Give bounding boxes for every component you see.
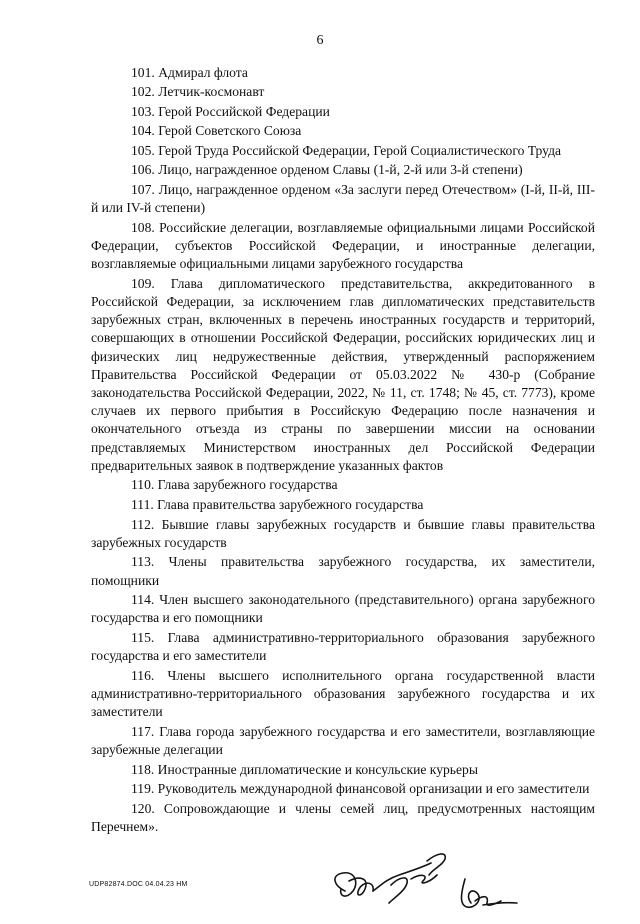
list-item: 119. Руководитель международной финансовой организации и его заместители	[131, 781, 590, 797]
list-item: 116. Члены высшего исполнительного органа государственной власти административно-территориального образования зарубежного государства и их заместители	[91, 667, 595, 720]
list-item: 115. Глава административно-территориального образования зарубежного государства и его заместители	[91, 629, 595, 664]
list-item: 117. Глава города зарубежного государства и его заместители, возглавляющие зарубежные делегации	[91, 723, 595, 757]
page-number: 6	[316, 33, 324, 48]
list-item: 107. Лицо, награжденное орденом «За заслуги перед Отечеством» (I-й, II-й, III-й или IV-й степени)	[91, 181, 595, 216]
list-item: 118. Иностранные дипломатические и консульские курьеры	[131, 761, 478, 777]
list-item: 114. Член высшего законодательного (представительного) органа зарубежного государства и его помощники	[91, 592, 595, 626]
list-item: 113. Члены правительства зарубежного государства, их заместители, помощники	[91, 554, 595, 588]
list-item: 112. Бывшие главы зарубежных государств и бывшие главы правительства зарубежных государств	[91, 516, 595, 550]
list-item: 106. Лицо, награжденное орденом Славы (1-й, 2-й или 3-й степени)	[131, 162, 523, 178]
document-code: UDP82874.DOC 04.04.23 НМ	[89, 881, 188, 888]
list-item: 103. Герой Российской Федерации	[131, 103, 330, 119]
list-item: 104. Герой Советского Союза	[131, 123, 302, 139]
list-item: 120. Сопровождающие и члены семей лиц, предусмотренных настоящим Перечнем».	[91, 800, 595, 834]
list-item: 108. Российские делегации, возглавляемые официальными лицами Российской Федерации, субъектов Российской Федерации, и иностранные делегации, возглавляемые официальными лицами зарубежного государства	[91, 219, 595, 272]
list-item: 101. Адмирал флота	[131, 65, 248, 80]
list-item: 105. Герой Труда Российской Федерации, Герой Социалистического Труда	[131, 142, 562, 158]
list-item: 109. Глава дипломатического представительства, аккредитованного в Российской Федерации, за исключением глав дипломатических представительств зарубежных стран, включенных в перечень иностранных государств и территорий, совершающих в отношении Российской Федерации, российских юридических лиц и физических лиц недружественные действия, утвержденный распоряжением Правительства Российской Федерации от 05.03.2022 № 430-р (Собрание законодательства Российской Федерации, 2022, № 11, ст. 1748; № 45, ст. 7773), кроме случаев их первого прибытия в Российскую Федерацию после назначения и окончательного отъезда из страны по завершении миссии на основании представляемых Министерством иностранных дел Российской Федерации предварительных заявок в подтверждение указанных фактов	[91, 275, 595, 473]
handwritten-signatures-icon	[325, 845, 525, 919]
list-item: 102. Летчик-космонавт	[131, 84, 265, 99]
positions-list	[91, 64, 595, 838]
list-item: 111. Глава правительства зарубежного государства	[131, 496, 424, 512]
list-item: 110. Глава зарубежного государства	[131, 477, 338, 493]
